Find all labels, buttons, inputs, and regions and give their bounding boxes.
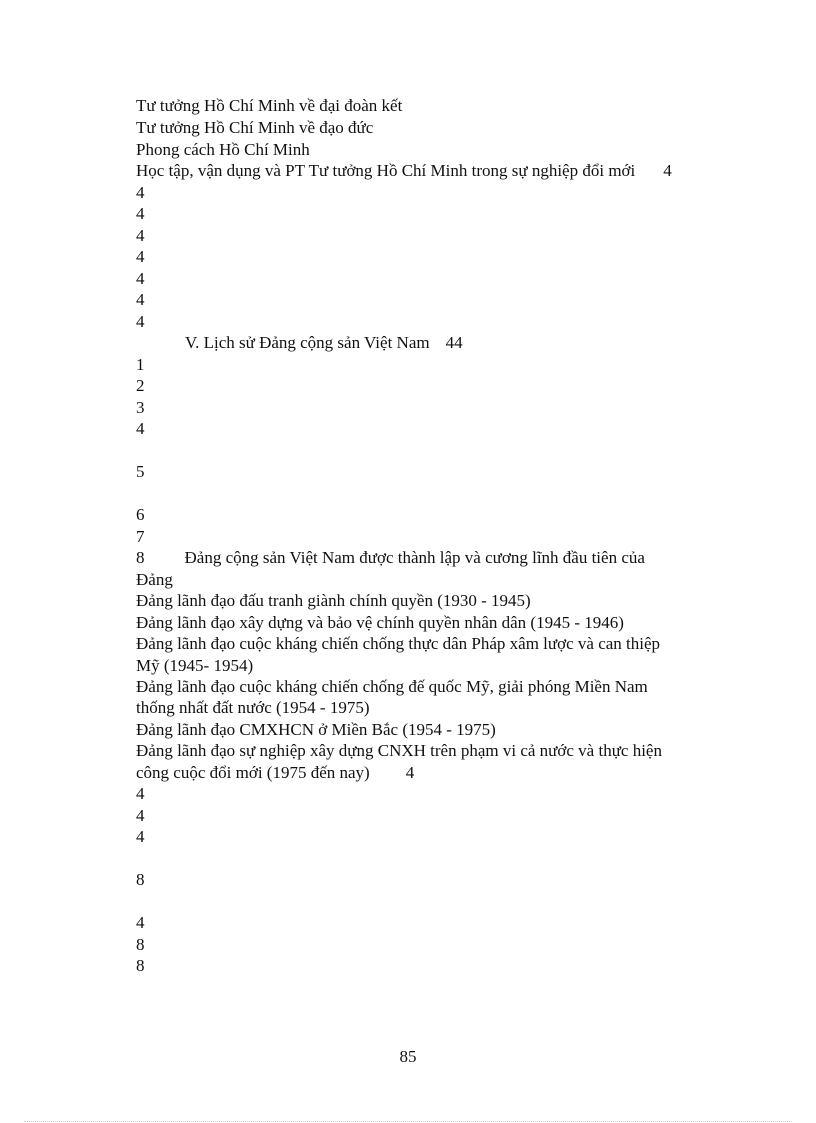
footer-divider bbox=[24, 1121, 792, 1122]
toc-line bbox=[136, 547, 645, 568]
toc-line: Đảng lãnh đạo đấu tranh giành chính quyền (1930 - 1945) bbox=[136, 591, 531, 610]
toc-number: 5 bbox=[136, 462, 145, 481]
toc-page-ref: 4 bbox=[405, 763, 415, 782]
toc-line: Đảng lãnh đạo xây dựng và bảo vệ chính quyền nhân dân (1945 - 1946) bbox=[136, 613, 624, 632]
toc-line-text: Học tập, vận dụng và PT Tư tưởng Hồ Chí Minh trong sự nghiệp đổi mới bbox=[136, 161, 636, 180]
toc-line: Mỹ (1945- 1954) bbox=[136, 656, 254, 675]
toc-number: 8 bbox=[136, 548, 145, 567]
toc-number: 3 bbox=[136, 398, 145, 417]
toc-number: 4 bbox=[136, 806, 145, 825]
toc-line-text: công cuộc đổi mới (1975 đến nay) bbox=[136, 763, 370, 782]
toc-number: 8 bbox=[136, 956, 145, 975]
toc-number: 8 bbox=[136, 935, 145, 954]
toc-number: 8 bbox=[136, 870, 145, 889]
toc-number: 6 bbox=[136, 505, 145, 524]
page-number: 85 bbox=[399, 1047, 417, 1066]
toc-number: 4 bbox=[136, 247, 145, 266]
toc-number: 1 bbox=[136, 355, 145, 374]
toc-number: 4 bbox=[136, 269, 145, 288]
toc-number: 4 bbox=[136, 290, 145, 309]
toc-line: Đảng lãnh đạo sự nghiệp xây dựng CNXH trên phạm vi cả nước và thực hiện bbox=[136, 741, 662, 760]
toc-line: Đảng lãnh đạo cuộc kháng chiến chống đế quốc Mỹ, giải phóng Miền Nam bbox=[136, 677, 648, 696]
toc-number: 2 bbox=[136, 376, 145, 395]
toc-line: thống nhất đất nước (1954 - 1975) bbox=[136, 698, 370, 717]
toc-number: 4 bbox=[136, 183, 145, 202]
toc-page-ref: 44 bbox=[445, 333, 463, 352]
toc-number: 4 bbox=[136, 784, 145, 803]
toc-number: 4 bbox=[136, 827, 145, 846]
toc-line: Đảng lãnh đạo cuộc kháng chiến chống thực dân Pháp xâm lược và can thiệp bbox=[136, 634, 661, 653]
toc-line: Đảng lãnh đạo CMXHCN ở Miền Bắc (1954 - 1975) bbox=[136, 720, 496, 739]
toc-number: 7 bbox=[136, 527, 145, 546]
toc-page-ref: 4 bbox=[663, 161, 672, 180]
toc-number: 4 bbox=[136, 226, 145, 245]
toc-line bbox=[136, 160, 672, 181]
toc-number: 4 bbox=[136, 204, 145, 223]
toc-line: Tư tưởng Hồ Chí Minh về đạo đức bbox=[136, 118, 374, 137]
section-heading-text: V. Lịch sử Đảng cộng sản Việt Nam bbox=[185, 333, 430, 352]
toc-line-text: Đảng cộng sản Việt Nam được thành lập và cương lĩnh đầu tiên của bbox=[184, 548, 645, 567]
toc-line bbox=[136, 762, 414, 783]
toc-line: Phong cách Hồ Chí Minh bbox=[136, 140, 310, 159]
toc-line: Đảng bbox=[136, 570, 173, 589]
section-heading bbox=[185, 332, 463, 353]
toc-number: 4 bbox=[136, 419, 145, 438]
toc-number: 4 bbox=[136, 913, 145, 932]
toc-line: Tư tưởng Hồ Chí Minh về đại đoàn kết bbox=[136, 96, 403, 115]
toc-number: 4 bbox=[136, 312, 145, 331]
